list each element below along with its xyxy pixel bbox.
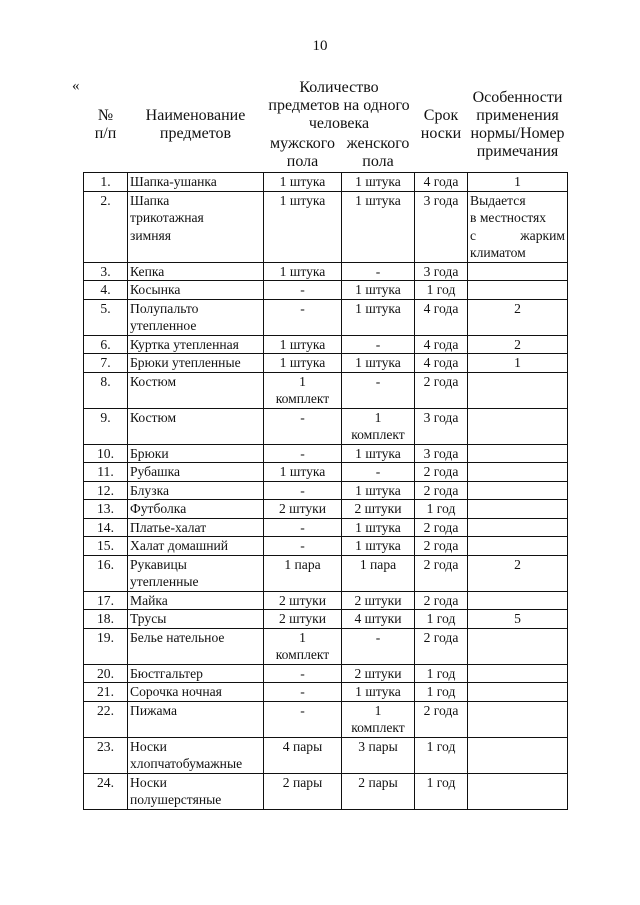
female-quantity: 1 штука — [342, 683, 415, 702]
table-row — [84, 664, 568, 683]
row-number: 23. — [84, 737, 128, 773]
table-row — [84, 173, 568, 192]
female-quantity: 1 комплект — [342, 408, 415, 444]
item-name: Куртка утепленная — [128, 335, 264, 354]
male-quantity: 1 штука — [264, 463, 342, 482]
wear-term: 1 год — [415, 737, 468, 773]
table-row — [84, 281, 568, 300]
male-quantity: 2 штуки — [264, 610, 342, 629]
row-number: 7. — [84, 354, 128, 373]
table-row — [84, 299, 568, 335]
row-number: 14. — [84, 518, 128, 537]
table-row — [84, 335, 568, 354]
header-quantity: Количество предметов на одного человека — [268, 79, 410, 132]
item-name: Брюки — [128, 444, 264, 463]
female-quantity: 1 штука — [342, 537, 415, 556]
male-quantity: - — [264, 518, 342, 537]
female-quantity: 1 штука — [342, 518, 415, 537]
table-row — [84, 500, 568, 519]
wear-term: 2 года — [415, 518, 468, 537]
row-number: 1. — [84, 173, 128, 192]
male-quantity: - — [264, 481, 342, 500]
row-number: 19. — [84, 628, 128, 664]
female-quantity: 4 штуки — [342, 610, 415, 629]
header-female: женского пола — [346, 135, 410, 170]
table-row — [84, 408, 568, 444]
wear-term: 3 года — [415, 444, 468, 463]
table-row — [84, 591, 568, 610]
row-note — [468, 737, 568, 773]
female-quantity: 2 штуки — [342, 500, 415, 519]
table-row — [84, 354, 568, 373]
clothing-norms-table — [83, 78, 568, 810]
row-number: 24. — [84, 773, 128, 809]
row-note: 2 — [468, 335, 568, 354]
table-row — [84, 701, 568, 737]
header-wear-term: Срок носки — [420, 107, 462, 142]
item-name: Трусы — [128, 610, 264, 629]
item-name: Рубашка — [128, 463, 264, 482]
header-notes: Особенности применения нормы/Номер примечания — [470, 89, 565, 160]
female-quantity: 1 штука — [342, 281, 415, 300]
row-number: 10. — [84, 444, 128, 463]
item-name: Рукавицы утепленные — [128, 555, 264, 591]
row-number: 13. — [84, 500, 128, 519]
row-note — [468, 518, 568, 537]
header-number: № п/п — [94, 107, 117, 142]
row-note — [468, 683, 568, 702]
item-name: Брюки утепленные — [128, 354, 264, 373]
table-row — [84, 555, 568, 591]
female-quantity: 1 штука — [342, 481, 415, 500]
item-name: Косынка — [128, 281, 264, 300]
female-quantity: - — [342, 335, 415, 354]
table-row — [84, 262, 568, 281]
row-note — [468, 372, 568, 408]
table-row — [84, 610, 568, 629]
female-quantity: - — [342, 628, 415, 664]
item-name: Бюстгальтер — [128, 664, 264, 683]
row-note — [468, 481, 568, 500]
item-name: Платье-халат — [128, 518, 264, 537]
row-number: 5. — [84, 299, 128, 335]
item-name: Пижама — [128, 701, 264, 737]
male-quantity: 1 комплект — [264, 628, 342, 664]
row-note: 2 — [468, 555, 568, 591]
row-note: 1 — [468, 354, 568, 373]
row-note: 5 — [468, 610, 568, 629]
row-note — [468, 444, 568, 463]
wear-term: 2 года — [415, 481, 468, 500]
male-quantity: - — [264, 664, 342, 683]
male-quantity: 1 штука — [264, 335, 342, 354]
male-quantity: - — [264, 408, 342, 444]
table-row — [84, 683, 568, 702]
wear-term: 2 года — [415, 372, 468, 408]
wear-term: 1 год — [415, 500, 468, 519]
male-quantity: 2 пары — [264, 773, 342, 809]
header-male: мужского пола — [270, 135, 335, 170]
male-quantity: 2 штуки — [264, 591, 342, 610]
female-quantity: - — [342, 372, 415, 408]
wear-term: 4 года — [415, 335, 468, 354]
female-quantity: 1 штука — [342, 444, 415, 463]
male-quantity: 1 пара — [264, 555, 342, 591]
item-name: Носки полушерстяные — [128, 773, 264, 809]
row-note — [468, 773, 568, 809]
row-note — [468, 408, 568, 444]
table-row — [84, 481, 568, 500]
row-note — [468, 463, 568, 482]
row-number: 16. — [84, 555, 128, 591]
row-number: 22. — [84, 701, 128, 737]
table-row — [84, 773, 568, 809]
table-row — [84, 463, 568, 482]
wear-term: 1 год — [415, 683, 468, 702]
row-number: 12. — [84, 481, 128, 500]
wear-term: 1 год — [415, 610, 468, 629]
row-number: 2. — [84, 191, 128, 262]
row-number: 17. — [84, 591, 128, 610]
female-quantity: 2 штуки — [342, 591, 415, 610]
item-name: Футболка — [128, 500, 264, 519]
wear-term: 3 года — [415, 262, 468, 281]
wear-term: 3 года — [415, 191, 468, 262]
female-quantity: 3 пары — [342, 737, 415, 773]
male-quantity: 1 штука — [264, 354, 342, 373]
row-note: Выдается в местностях с жарким климатом — [468, 191, 568, 262]
male-quantity: 1 штука — [264, 262, 342, 281]
item-name: Полупальто утепленное — [128, 299, 264, 335]
male-quantity: 4 пары — [264, 737, 342, 773]
wear-term: 2 года — [415, 555, 468, 591]
female-quantity: 2 штуки — [342, 664, 415, 683]
item-name: Шапка трикотажная зимняя — [128, 191, 264, 262]
female-quantity: 1 штука — [342, 173, 415, 192]
female-quantity: - — [342, 262, 415, 281]
row-note — [468, 664, 568, 683]
row-number: 4. — [84, 281, 128, 300]
wear-term: 4 года — [415, 354, 468, 373]
row-number: 6. — [84, 335, 128, 354]
header-item-name: Наименование предметов — [145, 107, 246, 142]
item-name: Костюм — [128, 408, 264, 444]
male-quantity: - — [264, 299, 342, 335]
row-number: 15. — [84, 537, 128, 556]
table-row — [84, 372, 568, 408]
item-name: Майка — [128, 591, 264, 610]
wear-term: 2 года — [415, 537, 468, 556]
wear-term: 1 год — [415, 664, 468, 683]
item-name: Шапка-ушанка — [128, 173, 264, 192]
row-number: 3. — [84, 262, 128, 281]
wear-term: 2 года — [415, 463, 468, 482]
wear-term: 4 года — [415, 173, 468, 192]
item-name: Белье нательное — [128, 628, 264, 664]
table-row — [84, 191, 568, 262]
wear-term: 2 года — [415, 628, 468, 664]
wear-term: 4 года — [415, 299, 468, 335]
item-name: Костюм — [128, 372, 264, 408]
row-number: 18. — [84, 610, 128, 629]
page-number: 10 — [312, 38, 328, 54]
item-name: Носки хлопчатобумажные — [128, 737, 264, 773]
row-note — [468, 591, 568, 610]
male-quantity: 1 комплект — [264, 372, 342, 408]
male-quantity: - — [264, 537, 342, 556]
row-note — [468, 537, 568, 556]
row-note — [468, 500, 568, 519]
male-quantity: - — [264, 281, 342, 300]
male-quantity: 1 штука — [264, 191, 342, 262]
wear-term: 3 года — [415, 408, 468, 444]
table-row — [84, 537, 568, 556]
row-note: 2 — [468, 299, 568, 335]
wear-term: 1 год — [415, 773, 468, 809]
wear-term: 2 года — [415, 591, 468, 610]
row-note — [468, 701, 568, 737]
table-row — [84, 444, 568, 463]
row-note: 1 — [468, 173, 568, 192]
female-quantity: 1 штука — [342, 354, 415, 373]
row-number: 21. — [84, 683, 128, 702]
wear-term: 1 год — [415, 281, 468, 300]
female-quantity: 1 штука — [342, 299, 415, 335]
row-note — [468, 262, 568, 281]
female-quantity: - — [342, 463, 415, 482]
item-name: Халат домашний — [128, 537, 264, 556]
female-quantity: 1 пара — [342, 555, 415, 591]
row-number: 9. — [84, 408, 128, 444]
item-name: Сорочка ночная — [128, 683, 264, 702]
opening-quote-mark: « — [72, 78, 80, 94]
item-name: Кепка — [128, 262, 264, 281]
male-quantity: 1 штука — [264, 173, 342, 192]
row-number: 8. — [84, 372, 128, 408]
row-note — [468, 628, 568, 664]
male-quantity: - — [264, 444, 342, 463]
male-quantity: - — [264, 683, 342, 702]
female-quantity: 2 пары — [342, 773, 415, 809]
item-name: Блузка — [128, 481, 264, 500]
female-quantity: 1 комплект — [342, 701, 415, 737]
row-note — [468, 281, 568, 300]
male-quantity: - — [264, 701, 342, 737]
male-quantity: 2 штуки — [264, 500, 342, 519]
row-number: 20. — [84, 664, 128, 683]
female-quantity: 1 штука — [342, 191, 415, 262]
row-number: 11. — [84, 463, 128, 482]
table-row — [84, 628, 568, 664]
table-row — [84, 737, 568, 773]
wear-term: 2 года — [415, 701, 468, 737]
table-row — [84, 518, 568, 537]
